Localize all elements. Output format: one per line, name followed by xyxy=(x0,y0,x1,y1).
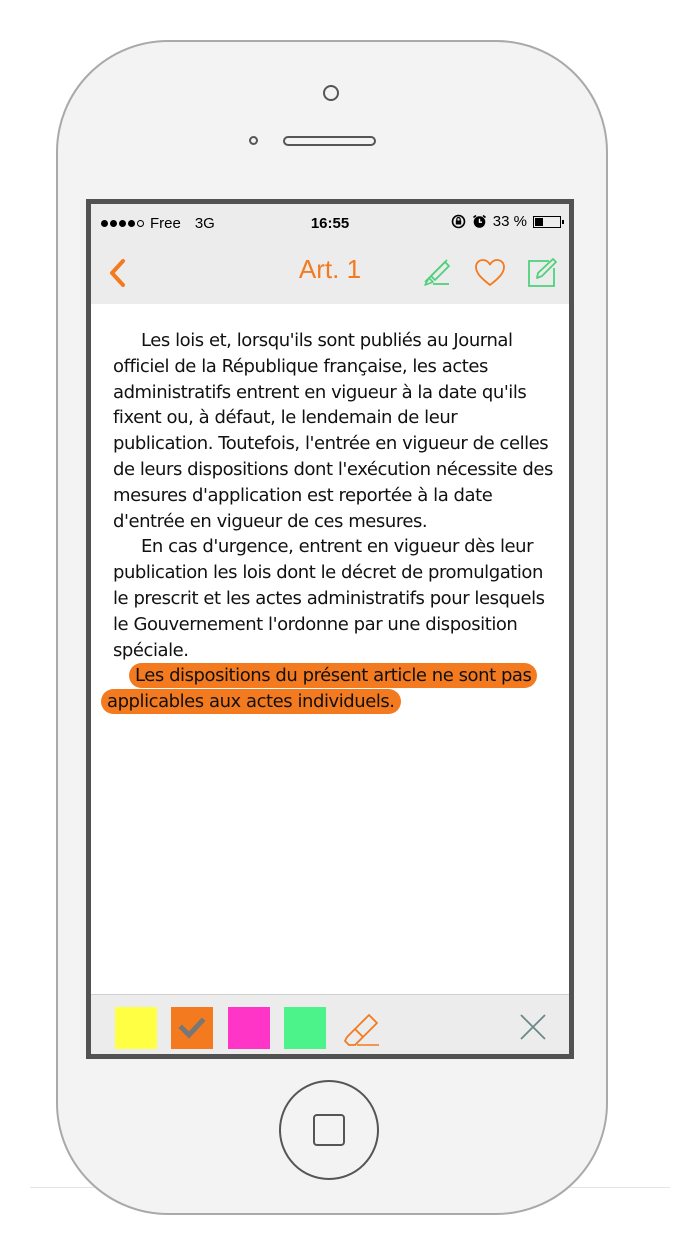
network-type: 3G xyxy=(194,215,215,232)
battery-tip xyxy=(562,220,564,224)
earpiece-speaker xyxy=(283,136,376,146)
highlighter-icon[interactable] xyxy=(419,256,453,290)
heart-icon[interactable] xyxy=(473,256,507,290)
nav-bar xyxy=(91,242,569,304)
color-swatch-yellow[interactable] xyxy=(115,1007,157,1049)
close-icon[interactable] xyxy=(511,1005,555,1049)
carrier-name: Free xyxy=(150,215,181,232)
article-text xyxy=(107,328,553,715)
alarm-icon xyxy=(472,214,487,229)
checkmark-icon xyxy=(171,1007,213,1049)
battery-percent: 33 % xyxy=(492,213,527,230)
edit-icon[interactable] xyxy=(525,256,559,290)
highlight-toolbar xyxy=(91,994,569,1055)
rotation-lock-icon xyxy=(451,214,466,229)
status-time: 16:55 xyxy=(310,215,350,232)
front-camera xyxy=(323,85,339,101)
color-swatch-green[interactable] xyxy=(284,1007,326,1049)
status-bar xyxy=(91,204,569,242)
home-button[interactable] xyxy=(279,1080,379,1180)
highlight-mark[interactable]: Les dispositions du présent article ne sont pas applicables aux actes individuels. xyxy=(101,663,537,714)
proximity-sensor xyxy=(249,136,258,145)
article-paragraph: Les lois et, lorsqu'ils sont publiés au Journal officiel de la République française, les actes administratifs entrent en vigueur à la date qu'ils fixent ou, à défaut, le lendemain de leur publication. Toutefois, l'entrée en vigueur de celles de leurs dispositions dont l'exécution nécessite des mesures d'application est reportée à la date d'entrée en vigueur de ces mesures. xyxy=(113,330,553,532)
status-right xyxy=(451,213,561,230)
color-swatch-pink[interactable] xyxy=(228,1007,270,1049)
color-swatch-orange[interactable] xyxy=(171,1007,213,1049)
article-paragraph: En cas d'urgence, entrent en vigueur dès leur publication les lois dont le décret de promulgation le prescrit et les actes administratifs pour lesquels le Gouvernement l'ordonne par une disposition spéciale. xyxy=(113,536,545,661)
home-button-square xyxy=(313,1114,345,1146)
battery-icon xyxy=(533,216,561,228)
highlighted-paragraph[interactable] xyxy=(107,663,553,715)
eraser-icon[interactable] xyxy=(339,1005,383,1049)
page-title: Art. 1 xyxy=(298,254,362,284)
phone-screen xyxy=(86,199,574,1059)
battery-level xyxy=(535,218,543,226)
